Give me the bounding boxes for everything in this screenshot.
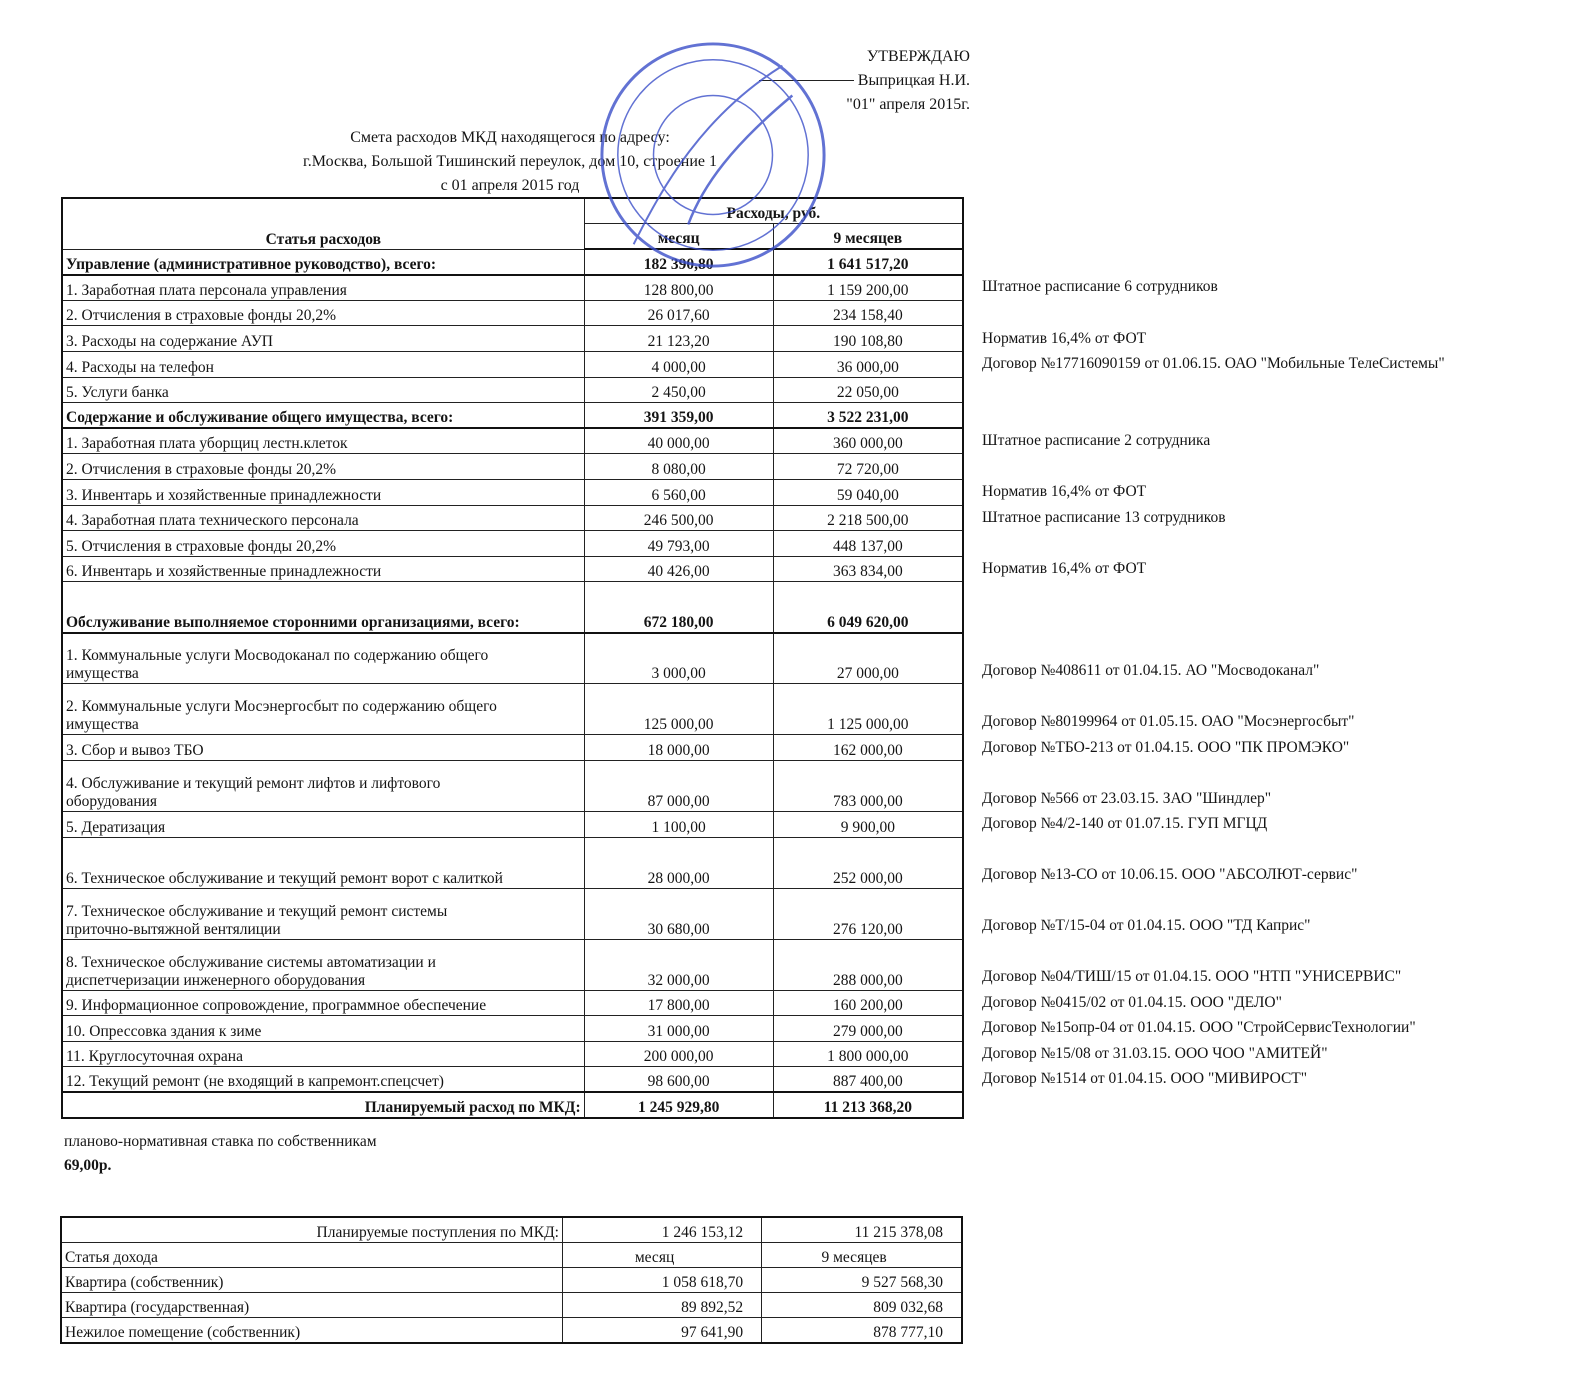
- item-name: [62, 837, 584, 888]
- row-note: Договор №Т/15-04 от 01.04.15. ООО "ТД Каприс": [982, 917, 1311, 935]
- item-name-text: 4. Заработная плата технического персонала: [66, 512, 359, 530]
- income-title-month: 1 246 153,12: [562, 1217, 761, 1243]
- table-row: [62, 990, 963, 1016]
- item-month: 246 500,00: [584, 505, 773, 531]
- item-month: 40 426,00: [584, 556, 773, 582]
- item-name: [62, 428, 584, 454]
- item-month: 200 000,00: [584, 1041, 773, 1067]
- item-name: [62, 531, 584, 557]
- expenses-total-row: [62, 1092, 963, 1118]
- item-name-line-2: приточно-вытяжной вентялиции: [66, 920, 281, 938]
- item-nine: 9 900,00: [773, 812, 963, 838]
- item-nine: 234 158,40: [773, 300, 963, 326]
- item-month: 28 000,00: [584, 837, 773, 888]
- table-row: [62, 633, 963, 684]
- total-label: Планируемый расход по МКД:: [62, 1092, 584, 1118]
- income-row-month: 89 892,52: [562, 1293, 761, 1318]
- income-row-month: 1 058 618,70: [562, 1268, 761, 1293]
- expenses-body: [62, 249, 963, 1092]
- item-month: 87 000,00: [584, 761, 773, 812]
- item-nine: 360 000,00: [773, 428, 963, 454]
- row-note: Норматив 16,4% от ФОТ: [982, 559, 1147, 577]
- item-name-text: 10. Опрессовка здания к зиме: [66, 1022, 262, 1040]
- row-note: Договор №13-СО от 10.06.15. ООО "АБСОЛЮТ-сервис": [982, 866, 1358, 884]
- row-note: Норматив 16,4% от ФОТ: [982, 329, 1147, 347]
- item-nine: 162 000,00: [773, 735, 963, 761]
- row-note: Норматив 16,4% от ФОТ: [982, 483, 1147, 501]
- income-row-name: Квартира (государственная): [61, 1293, 562, 1318]
- income-row: [61, 1293, 962, 1318]
- income-row-month: 97 641,90: [562, 1318, 761, 1344]
- income-row-nine: 809 032,68: [762, 1293, 962, 1318]
- item-name-text: 3. Расходы на содержание АУП: [66, 333, 273, 351]
- item-name: [62, 480, 584, 506]
- approval-signer: Выприцкая Н.И.: [857, 72, 970, 89]
- row-note: Штатное расписание 2 сотрудника: [982, 431, 1211, 449]
- item-name-text: 9. Информационное сопровождение, программное обеспечение: [66, 997, 487, 1015]
- col-9m-header: 9 месяцев: [773, 224, 963, 250]
- item-month: 32 000,00: [584, 939, 773, 990]
- table-row: [62, 352, 963, 378]
- table-row: [62, 300, 963, 326]
- item-name: [62, 939, 584, 990]
- item-month: 30 680,00: [584, 888, 773, 939]
- table-row: [62, 888, 963, 939]
- item-name: [62, 990, 584, 1016]
- item-name-line-1: 7. Техническое обслуживание и текущий ремонт системы: [66, 902, 448, 920]
- item-name: [62, 735, 584, 761]
- rate-label: планово-нормативная ставка по собственникам: [64, 1133, 377, 1150]
- table-row: [62, 377, 963, 403]
- item-name: [62, 454, 584, 480]
- income-row: [61, 1268, 962, 1293]
- item-nine: 288 000,00: [773, 939, 963, 990]
- section-title: Содержание и обслуживание общего имущества, всего:: [62, 403, 584, 429]
- item-month: 21 123,20: [584, 326, 773, 352]
- item-month: 6 560,00: [584, 480, 773, 506]
- item-name-text: 6. Инвентарь и хозяйственные принадлежности: [66, 563, 382, 581]
- item-name: [62, 812, 584, 838]
- item-name-text: 5. Услуги банка: [66, 384, 169, 402]
- row-note: Договор №80199964 от 01.05.15. ОАО "Мосэнергосбыт": [982, 712, 1355, 730]
- item-name-line-1: 4. Обслуживание и текущий ремонт лифтов и лифтового: [66, 775, 441, 792]
- table-row: [62, 505, 963, 531]
- item-name-text: 5. Дератизация: [66, 818, 166, 836]
- col-item-header: Статья расходов: [62, 198, 584, 249]
- item-name: [62, 1041, 584, 1067]
- row-note: Штатное расписание 6 сотрудников: [982, 278, 1218, 296]
- item-name-text: 6. Техническое обслуживание и текущий ремонт ворот с калиткой: [66, 869, 503, 887]
- row-note: Договор №ТБО-213 от 01.04.15. ООО "ПК ПРОМЭКО": [982, 738, 1350, 756]
- income-title-row: [61, 1217, 962, 1243]
- item-name: [62, 1016, 584, 1042]
- item-name-text: 5. Отчисления в страховые фонды 20,2%: [66, 537, 337, 555]
- income-title: Планируемые поступления по МКД:: [61, 1217, 562, 1243]
- table-row: [62, 1016, 963, 1042]
- table-row: [62, 939, 963, 990]
- item-nine: 190 108,80: [773, 326, 963, 352]
- approval-block: [759, 45, 970, 117]
- section-month: 391 359,00: [584, 403, 773, 429]
- approval-signer-line: [759, 69, 970, 93]
- item-nine: 1 125 000,00: [773, 684, 963, 735]
- item-nine: 27 000,00: [773, 633, 963, 684]
- item-nine: 279 000,00: [773, 1016, 963, 1042]
- item-name: [62, 505, 584, 531]
- item-nine: 1 159 200,00: [773, 275, 963, 301]
- rate-value: 69,00р.: [64, 1157, 112, 1174]
- approval-word: УТВЕРЖДАЮ: [866, 48, 970, 65]
- item-nine: 1 800 000,00: [773, 1041, 963, 1067]
- approval-date: "01" апреля 2015г.: [846, 96, 970, 113]
- row-note: Штатное расписание 13 сотрудников: [982, 508, 1226, 526]
- item-month: 125 000,00: [584, 684, 773, 735]
- section-row: [62, 582, 963, 633]
- item-nine: 448 137,00: [773, 531, 963, 557]
- item-name-text: 11. Круглосуточная охрана: [66, 1048, 243, 1066]
- item-name-text: 1. Заработная плата уборщиц лестн.клеток: [66, 435, 348, 453]
- item-month: 40 000,00: [584, 428, 773, 454]
- section-month: 182 390,80: [584, 249, 773, 275]
- item-name: [62, 275, 584, 301]
- item-name-line-2: имущества: [66, 665, 139, 683]
- table-row: [62, 812, 963, 838]
- income-header-row: [61, 1243, 962, 1268]
- item-month: 26 017,60: [584, 300, 773, 326]
- item-nine: 252 000,00: [773, 837, 963, 888]
- item-name-line-2: оборудования: [66, 793, 158, 810]
- total-nine: 11 213 368,20: [773, 1092, 963, 1118]
- item-nine: 783 000,00: [773, 761, 963, 812]
- section-nine: 1 641 517,20: [773, 249, 963, 275]
- table-row: [62, 556, 963, 582]
- item-month: 18 000,00: [584, 735, 773, 761]
- table-row: [62, 275, 963, 301]
- item-nine: 22 050,00: [773, 377, 963, 403]
- item-month: 17 800,00: [584, 990, 773, 1016]
- income-row-name: Нежилое помещение (собственник): [61, 1318, 562, 1344]
- item-name-text: 3. Инвентарь и хозяйственные принадлежности: [66, 486, 382, 504]
- section-nine: 6 049 620,00: [773, 582, 963, 633]
- income-table: [60, 1216, 963, 1344]
- col-group-header: Расходы, руб.: [584, 198, 963, 224]
- section-row: [62, 249, 963, 275]
- income-row-name: Квартира (собственник): [61, 1268, 562, 1293]
- row-note: Договор №408611 от 01.04.15. АО "Мосводоканал": [982, 661, 1320, 679]
- item-name: [62, 888, 584, 939]
- income-row-nine: 878 777,10: [762, 1318, 962, 1344]
- title-line-3: с 01 апреля 2015 год: [440, 177, 580, 194]
- row-note: Договор №15/08 от 31.03.15. ООО ЧОО "АМИТЕЙ": [982, 1044, 1328, 1062]
- item-month: 98 600,00: [584, 1067, 773, 1093]
- table-row: [62, 735, 963, 761]
- income-col-month: месяц: [562, 1243, 761, 1268]
- rate-block: [64, 1130, 377, 1178]
- section-title: Управление (административное руководство), всего:: [62, 249, 584, 275]
- item-name-text: 3. Сбор и вывоз ТБО: [66, 742, 204, 759]
- item-name: [62, 633, 584, 684]
- item-name-text: 2. Отчисления в страховые фонды 20,2%: [66, 307, 337, 325]
- section-month: 672 180,00: [584, 582, 773, 633]
- row-note: Договор №04/ТИШ/15 от 01.04.15. ООО "НТП "УНИСЕРВИС": [982, 968, 1402, 986]
- item-name-text: 12. Текущий ремонт (не входящий в капремонт.спецсчет): [66, 1073, 444, 1091]
- income-row: [61, 1318, 962, 1344]
- table-row: [62, 326, 963, 352]
- total-month: 1 245 929,80: [584, 1092, 773, 1118]
- signature-line: [759, 80, 854, 81]
- item-month: 4 000,00: [584, 352, 773, 378]
- item-nine: 2 218 500,00: [773, 505, 963, 531]
- table-row: [62, 761, 963, 812]
- section-row: [62, 403, 963, 429]
- title-line-2: г.Москва, Большой Тишинский переулок, дом 10, строение 1: [302, 153, 718, 170]
- income-row-nine: 9 527 568,30: [762, 1268, 962, 1293]
- item-name-line-1: 1. Коммунальные услуги Мосводоканал по содержанию общего: [66, 647, 489, 665]
- item-name: [62, 377, 584, 403]
- item-name: [62, 300, 584, 326]
- income-body: [61, 1268, 962, 1344]
- expenses-table: [61, 197, 964, 1119]
- item-name-line-2: имущества: [66, 716, 139, 734]
- item-month: 3 000,00: [584, 633, 773, 684]
- item-name: [62, 326, 584, 352]
- income-col-item: Статья дохода: [61, 1243, 562, 1268]
- section-nine: 3 522 231,00: [773, 403, 963, 429]
- row-note: Договор №15опр-04 от 01.04.15. ООО "СтройСервисТехнологии": [982, 1019, 1416, 1037]
- row-note: Договор №0415/02 от 01.04.15. ООО "ДЕЛО": [982, 993, 1282, 1011]
- table-row: [62, 1067, 963, 1093]
- item-name: [62, 761, 584, 812]
- item-nine: 276 120,00: [773, 888, 963, 939]
- row-note: Договор №1514 от 01.04.15. ООО "МИВИРОСТ": [982, 1070, 1308, 1088]
- row-note: Договор №17716090159 от 01.06.15. ОАО "Мобильные ТелеСистемы": [982, 355, 1445, 373]
- table-row: [62, 428, 963, 454]
- col-month-header: месяц: [584, 224, 773, 250]
- income-col-9m: 9 месяцев: [762, 1243, 962, 1268]
- item-name: [62, 684, 584, 735]
- item-month: 31 000,00: [584, 1016, 773, 1042]
- item-name-line-2: диспетчеризации инженерного оборудования: [66, 971, 366, 989]
- item-name-text: 1. Заработная плата персонала управления: [66, 281, 347, 299]
- table-row: [62, 837, 963, 888]
- table-row: [62, 480, 963, 506]
- item-month: 49 793,00: [584, 531, 773, 557]
- expenses-header-row-1: [62, 198, 963, 224]
- item-name-line-1: 8. Техническое обслуживание системы автоматизации и: [66, 953, 436, 971]
- section-title: Обслуживание выполняемое сторонними организациями, всего:: [62, 582, 584, 633]
- table-row: [62, 454, 963, 480]
- item-name: [62, 1067, 584, 1093]
- item-name-text: 4. Расходы на телефон: [66, 358, 214, 376]
- item-nine: 160 200,00: [773, 990, 963, 1016]
- income-title-nine: 11 215 378,08: [762, 1217, 962, 1243]
- item-name-text: 2. Отчисления в страховые фонды 20,2%: [66, 461, 337, 479]
- title-line-1: Смета расходов МКД находящегося по адресу:: [350, 129, 670, 146]
- item-nine: 363 834,00: [773, 556, 963, 582]
- item-name: [62, 352, 584, 378]
- item-month: 8 080,00: [584, 454, 773, 480]
- item-month: 128 800,00: [584, 275, 773, 301]
- item-nine: 59 040,00: [773, 480, 963, 506]
- item-month: 2 450,00: [584, 377, 773, 403]
- document-title: [60, 126, 960, 198]
- table-row: [62, 531, 963, 557]
- item-nine: 36 000,00: [773, 352, 963, 378]
- item-name-line-1: 2. Коммунальные услуги Мосэнергосбыт по содержанию общего: [66, 698, 497, 716]
- table-row: [62, 1041, 963, 1067]
- table-row: [62, 684, 963, 735]
- row-note: Договор №566 от 23.03.15. ЗАО "Шиндлер": [982, 789, 1272, 807]
- item-name: [62, 556, 584, 582]
- item-nine: 72 720,00: [773, 454, 963, 480]
- item-month: 1 100,00: [584, 812, 773, 838]
- item-nine: 887 400,00: [773, 1067, 963, 1093]
- row-note: Договор №4/2-140 от 01.07.15. ГУП МГЦД: [982, 815, 1268, 833]
